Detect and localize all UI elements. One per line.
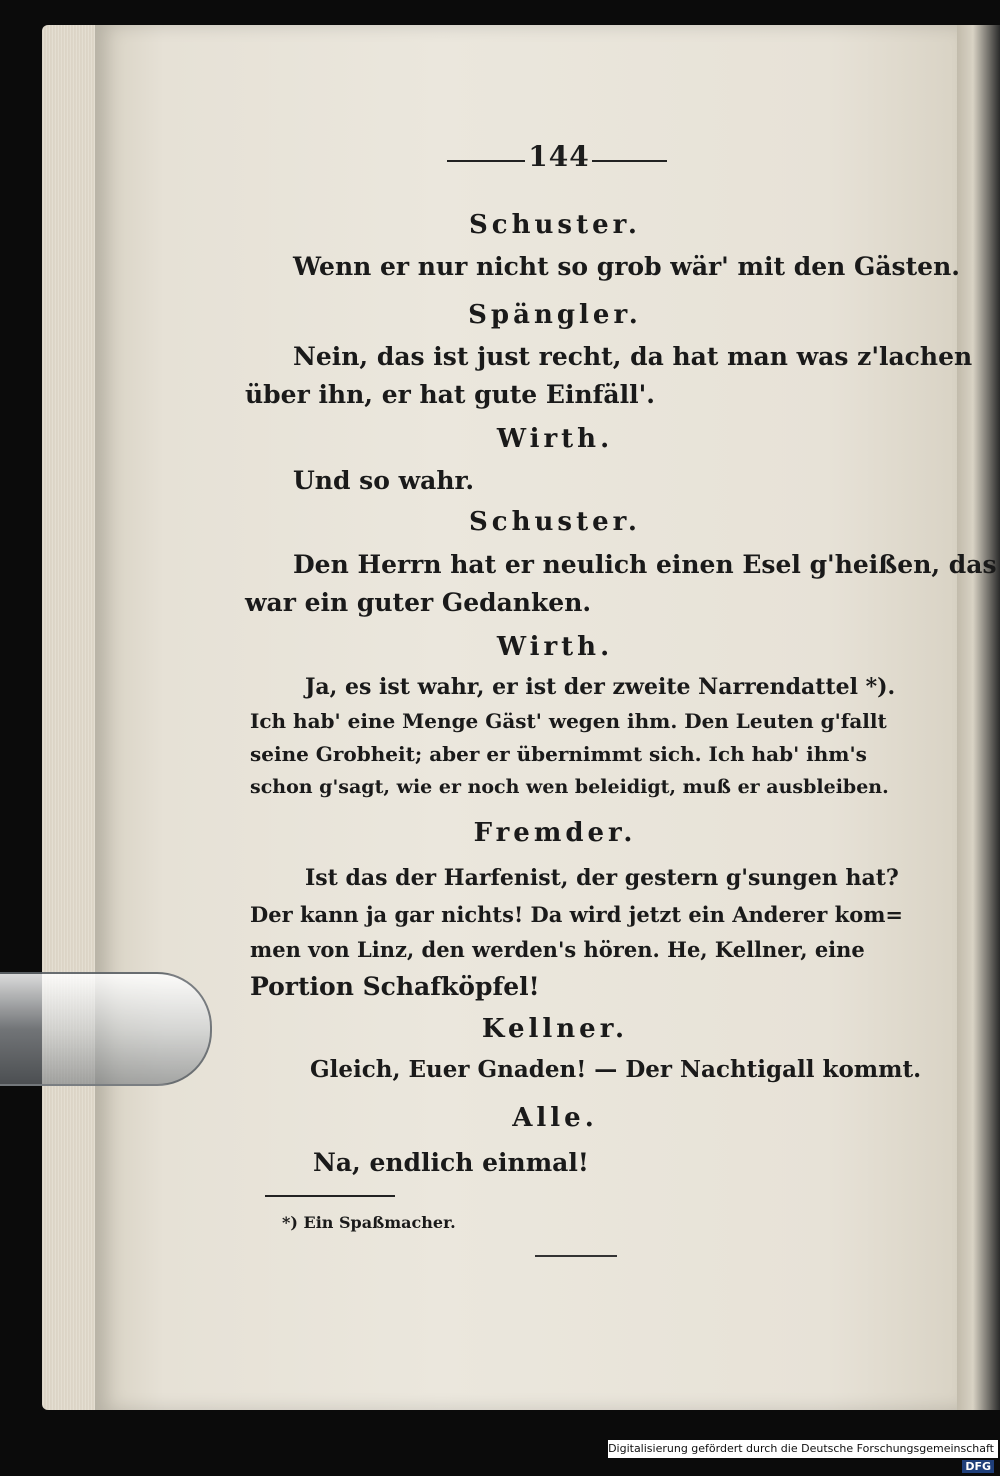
digitization-credit <box>608 1440 998 1473</box>
text-line: Ja, es ist wahr, er ist der zweite Narrendattel *). <box>305 674 896 700</box>
text-line: seine Grobheit; aber er übernimmt sich. Ich hab' ihm's <box>250 742 867 766</box>
page-number: 144 <box>528 140 590 173</box>
credit-text: Digitalisierung gefördert durch die Deutsche Forschungsgemeinschaft <box>608 1442 994 1455</box>
text-line: Ist das der Harfenist, der gestern g'sungen hat? <box>305 865 899 891</box>
speaker-label: Alle. <box>512 1103 598 1133</box>
speaker-label: Wirth. <box>496 632 614 662</box>
text-line: Nein, das ist just recht, da hat man was z'lachen <box>293 342 973 371</box>
text-line: Der kann ja gar nichts! Da wird jetzt ein Anderer kom= <box>250 902 904 927</box>
footnote-rule <box>265 1195 395 1197</box>
text-line: Gleich, Euer Gnaden! — Der Nachtigall kommt. <box>310 1056 922 1083</box>
page-clip <box>0 972 212 1086</box>
text-line: schon g'sagt, wie er noch wen beleidigt, muß er ausbleiben. <box>250 776 889 798</box>
text-line: Wenn er nur nicht so grob wär' mit den Gästen. <box>293 252 960 281</box>
text-line: Und so wahr. <box>293 466 475 495</box>
speaker-label: Schuster. <box>469 507 641 537</box>
speaker-label: Spängler. <box>468 300 642 330</box>
speaker-label: Kellner. <box>481 1014 629 1044</box>
speaker-label: Fremder. <box>473 818 637 848</box>
text-line: Na, endlich einmal! <box>313 1148 589 1177</box>
speaker-label: Schuster. <box>469 210 641 240</box>
speaker-label: Wirth. <box>496 424 614 454</box>
header-rule-right <box>592 160 667 162</box>
text-line: Portion Schafköpfel! <box>250 972 540 1001</box>
text-line: über ihn, er hat gute Einfäll'. <box>245 380 655 409</box>
header-rule-left <box>447 160 525 162</box>
text-line: men von Linz, den werden's hören. He, Kellner, eine <box>250 937 865 962</box>
text-line: war ein guter Gedanken. <box>245 588 592 617</box>
dfg-logo: DFG <box>962 1460 994 1473</box>
page-header <box>0 140 1000 180</box>
footnote: *) Ein Spaßmacher. <box>282 1213 456 1232</box>
text-line: Ich hab' eine Menge Gäst' wegen ihm. Den Leuten g'fallt <box>250 709 887 733</box>
end-rule <box>535 1255 617 1257</box>
text-line: Den Herrn hat er neulich einen Esel g'heißen, das <box>293 550 997 579</box>
